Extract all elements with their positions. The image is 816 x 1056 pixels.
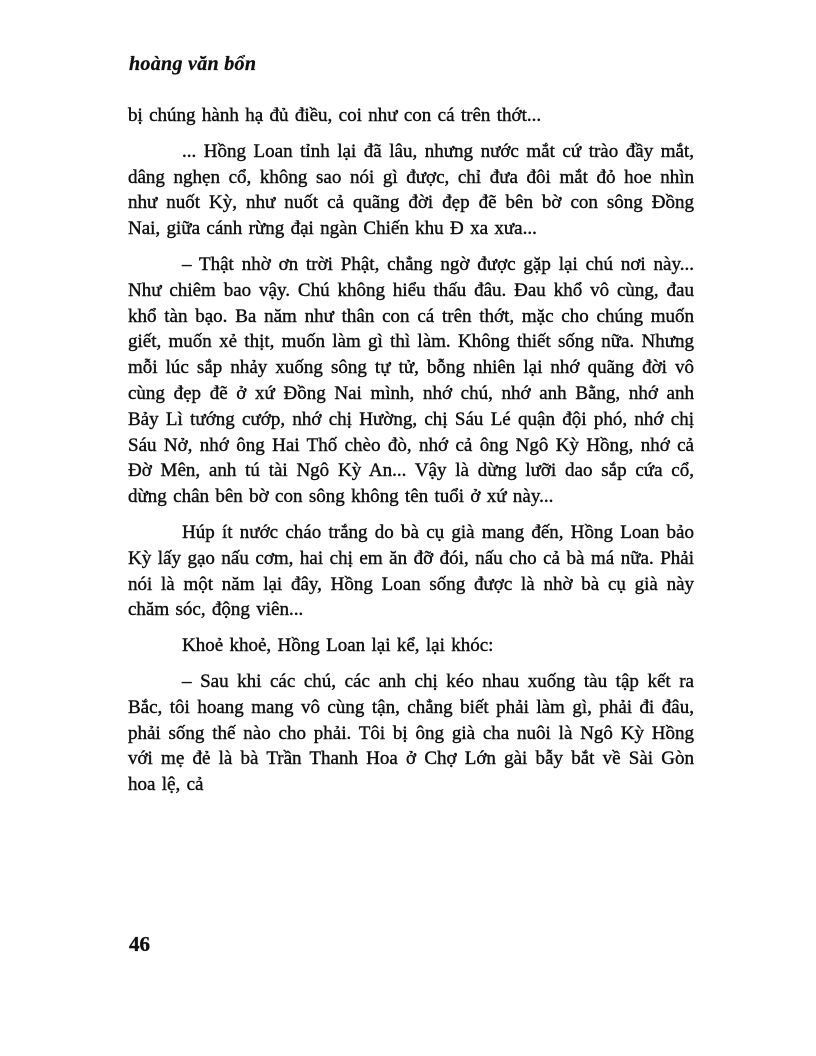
paragraph-porridge: Húp ít nước cháo trắng do bà cụ già mang đến, Hồng Loan bảo Kỳ lấy gạo nấu cơm, hai chị em ăn đỡ đói, nấu cho cả bà má nữa. Phải nói là một năm lại đây, Hồng Loan sống được là nhờ bà cụ già này chăm sóc, động viên... — [128, 521, 694, 621]
paragraph-continuation: bị chúng hành hạ đủ điều, coi như con cá trên thớt... — [128, 105, 542, 126]
paragraph-khoe-khoe: Khoẻ khoẻ, Hồng Loan lại kể, lại khóc: — [182, 635, 494, 657]
paragraph-dialogue-thanks: – Thật nhờ ơn trời Phật, chẳng ngờ được gặp lại chú nơi này... Như chiêm bao vậy. Chú không hiểu thấu đâu. Đau khổ vô cùng, đau khổ tàn bạo. Ba năm như thân con cá trên thớt, mặc cho chúng muốn giết, muốn xẻ thịt, muốn làm gì thì làm. Không thiết sống nữa. Nhưng mỗi lúc sắp nhảy xuống sông tự tử, bỗng nhiên lại nhớ quãng đời vô cùng đẹp đẽ ở xứ Đồng Nai mình, nhớ chú, nhớ anh Bằng, nhớ anh Bảy Lì tướng cướp, nhớ chị Hường, chị Sáu Lé quận đội phó, nhớ chị Sáu Nở, nhớ ông Hai Thố chèo đò, nhớ cả ông Ngô Kỳ Hồng, nhớ cả Đờ Mên, anh tú tài Ngô Kỳ An... Vậy là dừng lưỡi dao sắp cứa cổ, dừng chân bên bờ con sông không tên tuổi ở xứ này... — [128, 253, 694, 508]
paragraph-dialogue-after-regroup: – Sau khi các chú, các anh chị kéo nhau xuống tàu tập kết ra Bắc, tôi hoang mang vô cùng tận, chẳng biết phải làm gì, phải đi đâu, phải sống thế nào cho phải. Tôi bị ông già cha nuôi là Ngô Kỳ Hồng với mẹ đẻ là bà Trần Thanh Hoa ở Chợ Lớn gài bẫy bắt về Sài Gòn hoa lệ, cả — [128, 670, 694, 796]
running-header-author: hoàng văn bổn — [129, 53, 257, 75]
page-body — [128, 103, 694, 808]
paragraph-hong-loan-wakes: ... Hồng Loan tỉnh lại đã lâu, nhưng nước mắt cứ trào đầy mắt, dâng nghẹn cổ, không sao nói gì được, chỉ đưa đôi mắt đỏ hoe nhìn như nuốt Kỳ, như nuốt cả quãng đời đẹp đẽ bên bờ con sông Đồng Nai, giữa cánh rừng đại ngàn Chiến khu Đ xa xưa... — [128, 140, 694, 240]
page-number: 46 — [129, 932, 150, 956]
